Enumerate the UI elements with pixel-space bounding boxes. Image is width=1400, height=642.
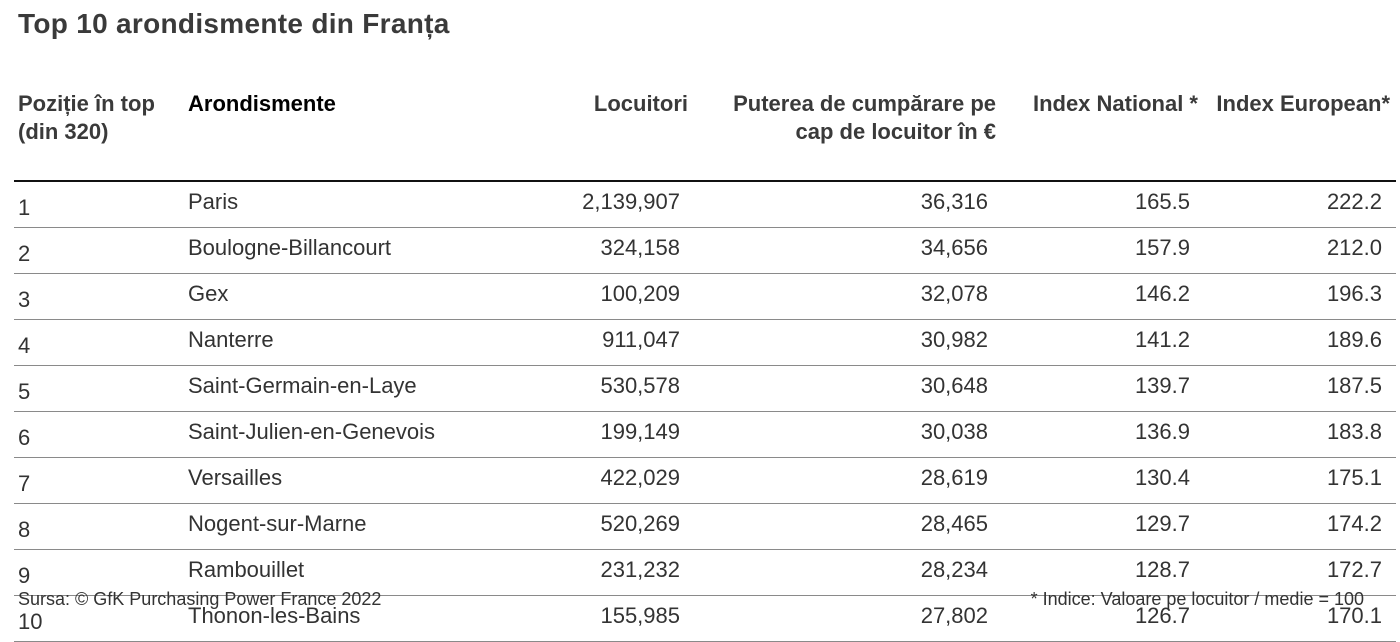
cell-rank: 3: [14, 274, 184, 320]
cell-purchasing-power: [694, 504, 1002, 550]
cell-rank: 6: [14, 412, 184, 458]
cell-index-european-text: 187.5: [1326, 372, 1382, 398]
cell-name: [184, 274, 514, 320]
cell-population: [514, 550, 694, 596]
cell-population-text: 100,209: [600, 280, 680, 306]
cell-population-text: 231,232: [600, 556, 680, 582]
cell-name: [184, 181, 514, 228]
cell-index-european: [1204, 320, 1396, 366]
cell-index-national: [1002, 228, 1204, 274]
cell-name-text: Saint-Germain-en-Laye: [188, 372, 417, 398]
cell-rank: 4: [14, 320, 184, 366]
cell-purchasing-power-text: 27,802: [920, 602, 988, 628]
cell-purchasing-power-text: 28,465: [920, 510, 988, 536]
cell-population: [514, 596, 694, 642]
cell-purchasing-power-text: 32,078: [920, 280, 988, 306]
cell-name: [184, 504, 514, 550]
cell-rank: 8: [14, 504, 184, 550]
cell-index-national-text: 136.9: [1134, 418, 1190, 444]
cell-rank: 2: [14, 228, 184, 274]
cell-purchasing-power-text: 36,316: [920, 188, 988, 214]
cell-purchasing-power-text: 30,982: [920, 326, 988, 352]
cell-index-national-text: 130.4: [1134, 464, 1190, 490]
cell-population: [514, 181, 694, 228]
cell-purchasing-power-text: 34,656: [920, 234, 988, 260]
cell-index-european-text: 196.3: [1326, 280, 1382, 306]
table-row: [14, 412, 1396, 458]
cell-index-european-text: 172.7: [1326, 556, 1382, 582]
cell-index-european: [1204, 504, 1396, 550]
cell-population: [514, 320, 694, 366]
cell-index-national: [1002, 181, 1204, 228]
cell-purchasing-power: [694, 596, 1002, 642]
cell-index-national-text: 139.7: [1134, 372, 1190, 398]
cell-name-text: Nogent-sur-Marne: [188, 510, 367, 536]
table-row: [14, 181, 1396, 228]
cell-purchasing-power: [694, 550, 1002, 596]
header-name: Arondismente: [184, 88, 514, 181]
table-row: [14, 274, 1396, 320]
table-row: [14, 504, 1396, 550]
page-title: Top 10 arondismente din Franța: [18, 8, 450, 39]
cell-rank: 10: [14, 596, 184, 642]
cell-population-text: 520,269: [600, 510, 680, 536]
cell-name-text: Saint-Julien-en-Genevois: [188, 418, 436, 444]
cell-rank: 7: [14, 458, 184, 504]
header-index-national: Index National *: [1002, 88, 1204, 181]
cell-name: [184, 228, 514, 274]
cell-index-european-text: 189.6: [1326, 326, 1382, 352]
index-footnote: * Indice: Valoare pe locuitor / medie = 100: [1030, 589, 1364, 609]
cell-purchasing-power: [694, 274, 1002, 320]
cell-name-text: Boulogne-Billancourt: [188, 234, 392, 260]
cell-index-national: [1002, 366, 1204, 412]
cell-index-national: [1002, 412, 1204, 458]
cell-index-european-text: 170.1: [1326, 602, 1382, 628]
cell-population-text: 422,029: [600, 464, 680, 490]
source-note: Sursa: © GfK Purchasing Power France 2022: [18, 589, 382, 609]
cell-population-text: 911,047: [602, 326, 680, 352]
cell-index-national-text: 165.5: [1134, 188, 1190, 214]
cell-index-european-text: 174.2: [1326, 510, 1382, 536]
cell-population: [514, 458, 694, 504]
cell-index-european-text: 222.2: [1326, 188, 1382, 214]
cell-index-national: [1002, 274, 1204, 320]
cell-name: [184, 320, 514, 366]
cell-purchasing-power: [694, 412, 1002, 458]
header-purchasing-power: Puterea de cumpărare pe cap de locuitor în €: [694, 88, 1002, 181]
cell-index-european: [1204, 412, 1396, 458]
cell-index-european: [1204, 228, 1396, 274]
cell-index-european-text: 212.0: [1326, 234, 1382, 260]
cell-purchasing-power-text: 30,648: [920, 372, 988, 398]
cell-purchasing-power: [694, 228, 1002, 274]
cell-name-text: Gex: [188, 280, 229, 306]
cell-index-european: [1204, 274, 1396, 320]
cell-index-national: [1002, 320, 1204, 366]
header-rank: Poziție în top (din 320): [14, 88, 184, 181]
cell-population: [514, 412, 694, 458]
cell-name: [184, 458, 514, 504]
table-row: [14, 366, 1396, 412]
cell-name: [184, 366, 514, 412]
cell-population-text: 2,139,907: [582, 188, 680, 214]
cell-index-national-text: 157.9: [1134, 234, 1190, 260]
cell-name-text: Thonon-les-Bains: [188, 602, 361, 628]
cell-index-national-text: 146.2: [1134, 280, 1190, 306]
cell-population-text: 324,158: [600, 234, 680, 260]
ranking-table: [14, 88, 1396, 642]
cell-index-national-text: 129.7: [1134, 510, 1190, 536]
cell-population-text: 530,578: [600, 372, 680, 398]
cell-rank: 1: [14, 181, 184, 228]
cell-name-text: Paris: [188, 188, 239, 214]
table-header-row: [14, 88, 1396, 181]
table-row: [14, 458, 1396, 504]
cell-purchasing-power: [694, 181, 1002, 228]
cell-index-european: [1204, 181, 1396, 228]
cell-index-national-text: 128.7: [1134, 556, 1190, 582]
cell-purchasing-power: [694, 458, 1002, 504]
cell-index-national-text: 141.2: [1134, 326, 1190, 352]
cell-population-text: 155,985: [600, 602, 680, 628]
cell-name-text: Versailles: [188, 464, 283, 490]
cell-population: [514, 274, 694, 320]
cell-rank: 5: [14, 366, 184, 412]
cell-index-national: [1002, 504, 1204, 550]
table-row: [14, 228, 1396, 274]
cell-population: [514, 504, 694, 550]
cell-purchasing-power: [694, 320, 1002, 366]
cell-index-european: [1204, 366, 1396, 412]
cell-population: [514, 366, 694, 412]
cell-purchasing-power-text: 28,619: [920, 464, 988, 490]
cell-index-national: [1002, 458, 1204, 504]
cell-purchasing-power-text: 28,234: [920, 556, 988, 582]
table-row: [14, 320, 1396, 366]
cell-population: [514, 228, 694, 274]
cell-purchasing-power-text: 30,038: [920, 418, 988, 444]
cell-index-european: [1204, 458, 1396, 504]
header-population: Locuitori: [514, 88, 694, 181]
cell-name: [184, 412, 514, 458]
cell-rank: 9: [14, 550, 184, 596]
cell-index-european-text: 183.8: [1326, 418, 1382, 444]
cell-population-text: 199,149: [600, 418, 680, 444]
cell-name-text: Nanterre: [188, 326, 274, 352]
cell-index-european-text: 175.1: [1326, 464, 1382, 490]
header-index-european: Index European*: [1204, 88, 1396, 181]
cell-index-national-text: 126.7: [1134, 602, 1190, 628]
cell-name-text: Rambouillet: [188, 556, 305, 582]
cell-purchasing-power: [694, 366, 1002, 412]
